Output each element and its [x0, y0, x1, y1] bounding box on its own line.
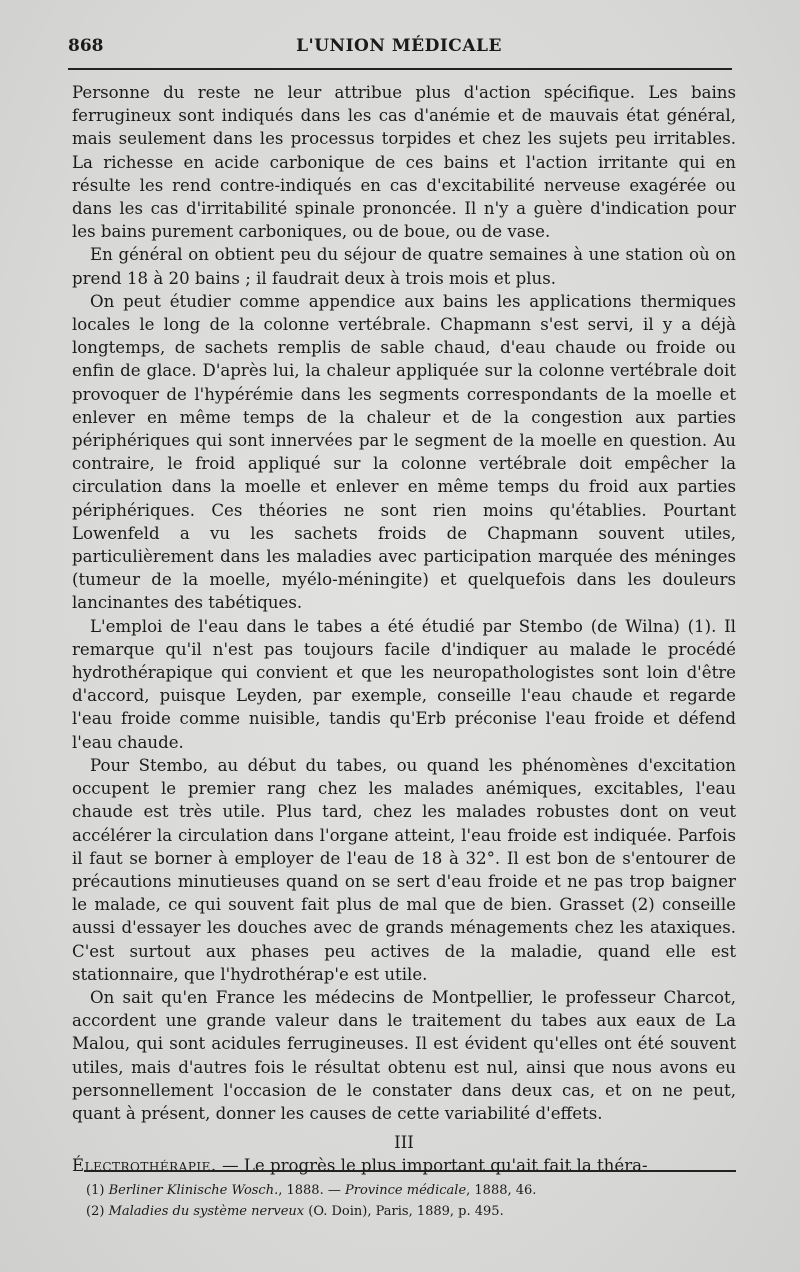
footnote-rest: (O. Doin), Paris, 1889, p. 495. [304, 1204, 504, 1219]
footnote-rest-2: , 1888, 46. [466, 1183, 537, 1198]
footnote-source-2: Province médicale [344, 1183, 467, 1198]
paragraph-5: Pour Stembo, au début du tabes, ou quand les phénomènes d'excitation occupent le premier rang chez les malades anémiques, excitables, l'eau chaude est très utile. Plus tard, chez les malades robustes dont on veut accélérer la circulation dans l'organe atteint, l'eau froide est indiquée. Parfois il faut se borner à employer de l'eau de 18 à 32°. Il est bon de s'entourer de précautions minutieuses quand on se sert d'eau froide et ne pas trop baigner le malade, ce qui souvent fait plus de mal que de bien. Grasset (2) conseille aussi d'essayer les douches avec de grands ménagements chez les ataxiques. C'est surtout aux phases peu actives de la maladie, quand elle est stationnaire, que l'hydrothérap'e est utile. [72, 755, 736, 984]
paragraph-3: On peut étudier comme appendice aux bains les applications thermiques locales le long de la colonne vertébrale. Chapmann s'est servi, il y a déjà longtemps, de sachets remplis de sable chaud, d'eau chaude ou froide ou enfin de glace. D'après lui, la chaleur appliquée sur la colonne vertébrale doit provoquer de l'hypérémie dans les segments correspondants de la moelle et enlever en même temps de la chaleur et de la congestion aux parties périphériques qui sont innervées par le segment de la moelle en question. Au contraire, le froid appliqué sur la colonne vertébrale doit empêcher la circulation dans la moelle et enlever en même temps du froid aux parties périphériques. Ces théories ne sont rien moins qu'établies. Pourtant Lowenfeld a vu les sachets froids de Chapmann souvent utiles, particulièrement dans les maladies avec participation marquée des méninges (tumeur de la moelle, myélo-méningite) et quelquefois dans les douleurs lancinantes des tabétiques. [72, 291, 736, 613]
footnote-rest: , 1888. — [278, 1183, 345, 1198]
footnote-source: Maladies du système nerveux [108, 1204, 305, 1219]
footnote-rule [84, 1170, 736, 1172]
header-rule [68, 68, 732, 70]
paragraph-4: L'emploi de l'eau dans le tabes a été étudié par Stembo (de Wilna) (1). Il remarque qu'il n'est pas toujours facile d'indiquer au malade le procédé hydrothérapique qui convient et que les neuropathologistes sont loin d'être d'accord, puisque Leyden, par exemple, conseille l'eau chaude et regarde l'eau froide comme nuisible, tandis qu'Erb préconise l'eau froide et défend l'eau chaude. [72, 616, 736, 752]
footnote-2 [86, 1201, 736, 1222]
paragraph-6: On sait qu'en France les médecins de Montpellier, le professeur Charcot, accordent une grande valeur dans le traitement du tabes aux eaux de La Malou, qui sont acidules ferrugineuses. Il est évident qu'elles ont été souvent utiles, mais d'autres fois le résultat obtenu est nul, ainsi que nous avons eu personnellement l'occasion de le constater dans deux cas, et on ne peut, quant à présent, donner les causes de cette variabilité d'effets. [72, 987, 736, 1123]
footnote-1 [86, 1180, 736, 1201]
body-text [72, 81, 736, 1178]
running-title: L'UNION MÉDICALE [296, 36, 502, 56]
page-header [68, 34, 730, 64]
paragraph-2: En général on obtient peu du séjour de quatre semaines à une station où on prend 18 à 20 bains ; il faudrait deux à trois mois et plus. [72, 245, 736, 288]
footnotes [86, 1180, 736, 1222]
section-title: Électrothérapie. [72, 1156, 217, 1176]
section-number: III [394, 1133, 414, 1153]
page-number: 868 [68, 36, 104, 56]
section-text: — Le progrès le plus important qu'ait fait la théra- [216, 1156, 648, 1176]
footnote-mark: (1) [86, 1183, 105, 1198]
footnote-source: Berliner Klinische Wosch. [108, 1183, 279, 1198]
footnote-mark: (2) [86, 1204, 105, 1219]
section-heading-paragraph [72, 1154, 736, 1177]
paragraph-1: Personne du reste ne leur attribue plus d'action spécifique. Les bains ferrugineux sont indiqués dans les cas d'anémie et de mauvais état général, mais seulement dans les processus torpides et chez les sujets peu irritables. La richesse en acide carbonique de ces bains et l'action irritante qui en résulte les rend contre-indiqués en cas d'excitabilité nerveuse exagérée ou dans les cas d'irritabilité spinale prononcée. Il n'y a guère d'indication pour les bains purement carboniques, ou de boue, ou de vase. [72, 83, 736, 242]
